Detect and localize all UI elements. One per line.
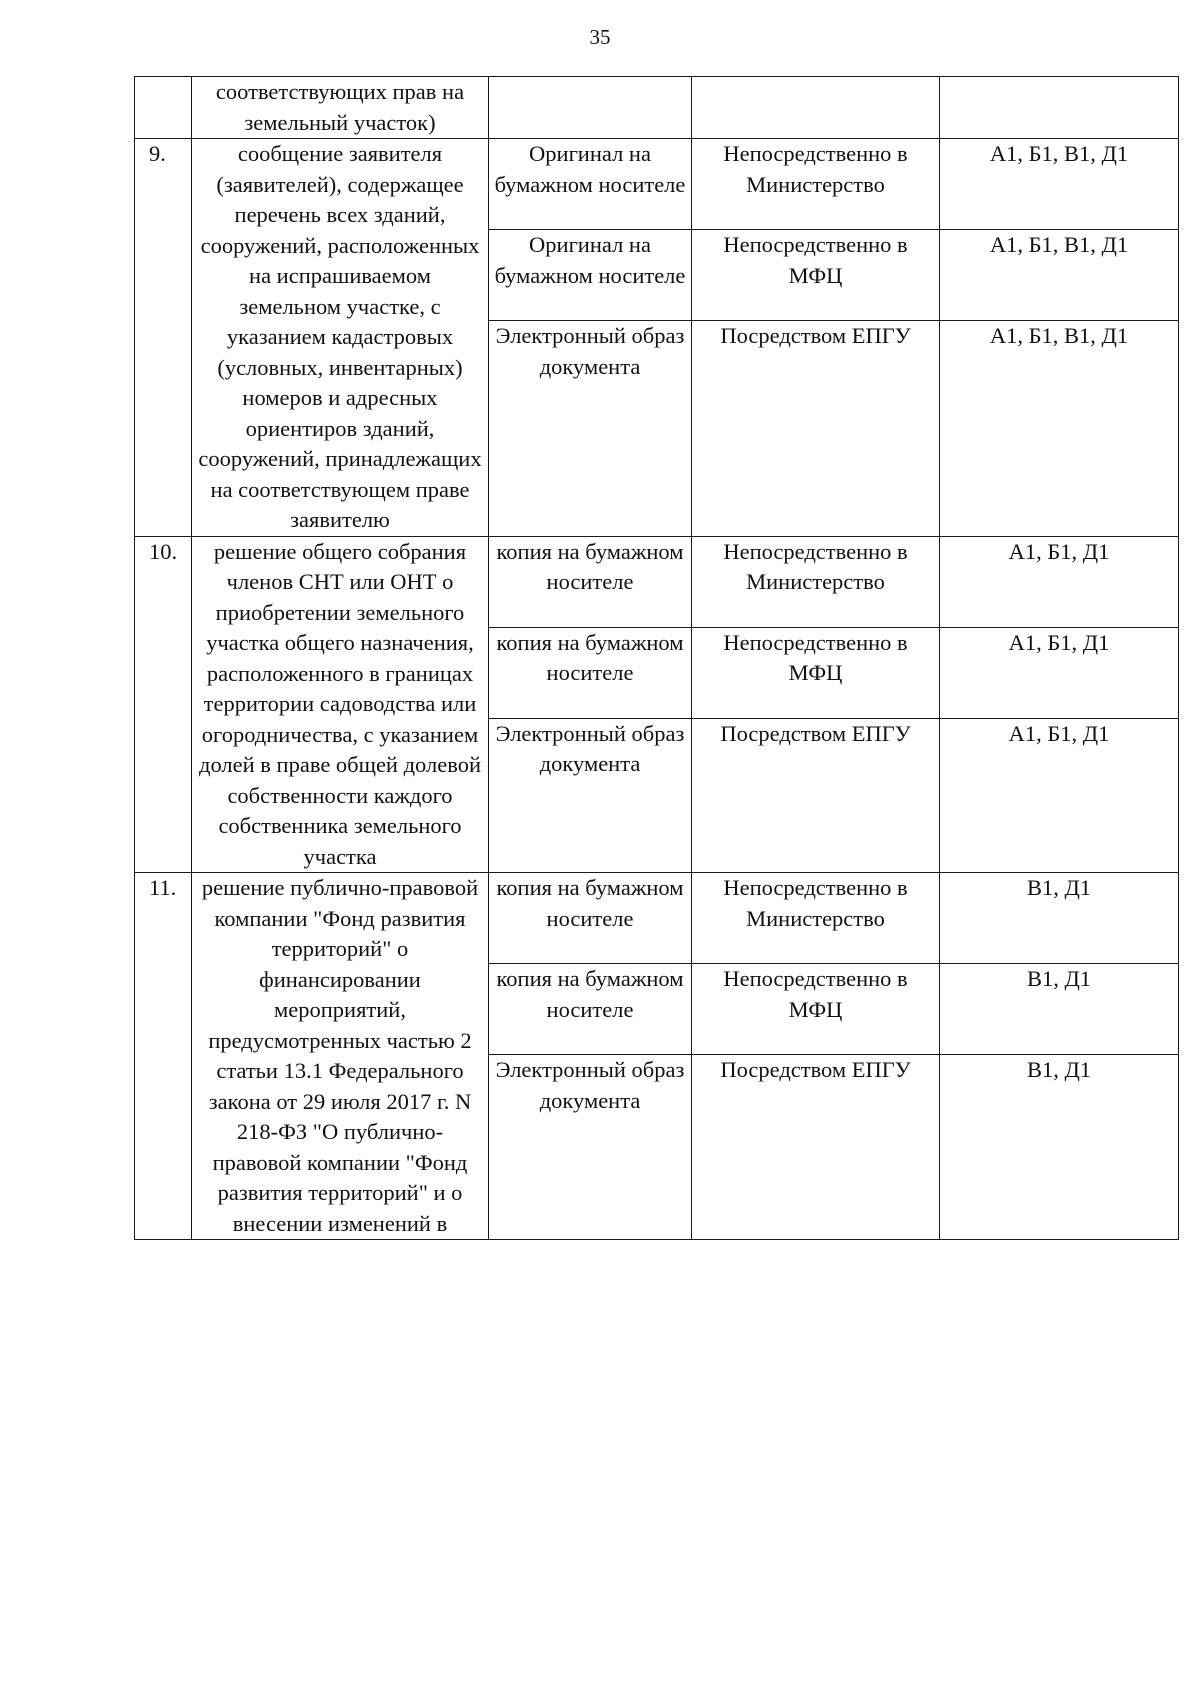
submission-form: Электронный образ документа xyxy=(489,718,692,873)
submission-form: копия на бумажном носителе xyxy=(489,627,692,718)
row-number xyxy=(135,77,192,139)
submission-way: Посредством ЕПГУ xyxy=(692,1055,940,1240)
row-number: 9. xyxy=(135,139,192,537)
applicant-categories: В1, Д1 xyxy=(940,1055,1179,1240)
submission-way: Посредством ЕПГУ xyxy=(692,321,940,537)
submission-form: Электронный образ документа xyxy=(489,321,692,537)
submission-way xyxy=(692,77,940,139)
applicant-categories: А1, Б1, В1, Д1 xyxy=(940,230,1179,321)
table-row xyxy=(135,139,1179,230)
submission-way: Непосредственно в Министерство xyxy=(692,873,940,964)
submission-form: копия на бумажном носителе xyxy=(489,964,692,1055)
submission-form xyxy=(489,77,692,139)
applicant-categories: А1, Б1, Д1 xyxy=(940,627,1179,718)
documents-table xyxy=(134,76,1179,1240)
page-number: 35 xyxy=(589,25,611,49)
table-row xyxy=(135,536,1179,627)
table-row-continuation xyxy=(135,77,1179,139)
submission-form: Оригинал на бумажном носителе xyxy=(489,230,692,321)
submission-way: Непосредственно в Министерство xyxy=(692,139,940,230)
submission-form: Оригинал на бумажном носителе xyxy=(489,139,692,230)
applicant-categories: В1, Д1 xyxy=(940,964,1179,1055)
row-number: 11. xyxy=(135,873,192,1240)
document-name: сообщение заявителя (заявителей), содержащее перечень всех зданий, сооружений, расположенных на испрашиваемом земельном участке, с указанием кадастровых (условных, инвентарных) номеров и адресных ориентиров зданий, сооружений, принадлежащих на соответствующем праве заявителю xyxy=(192,139,489,537)
table-row xyxy=(135,873,1179,964)
submission-way: Непосредственно в МФЦ xyxy=(692,230,940,321)
submission-way: Непосредственно в МФЦ xyxy=(692,964,940,1055)
row-number: 10. xyxy=(135,536,192,873)
applicant-categories: А1, Б1, Д1 xyxy=(940,536,1179,627)
submission-way: Посредством ЕПГУ xyxy=(692,718,940,873)
applicant-categories: А1, Б1, Д1 xyxy=(940,718,1179,873)
document-name: решение общего собрания членов СНТ или ОНТ о приобретении земельного участка общего назначения, расположенного в границах территории садоводства или огородничества, с указанием долей в праве общей долевой собственности каждого собственника земельного участка xyxy=(192,536,489,873)
applicant-categories: А1, Б1, В1, Д1 xyxy=(940,321,1179,537)
document-name: соответствующих прав на земельный участок) xyxy=(192,77,489,139)
applicant-categories: В1, Д1 xyxy=(940,873,1179,964)
applicant-categories xyxy=(940,77,1179,139)
document-name: решение публично-правовой компании "Фонд развития территорий" о финансировании мероприятий, предусмотренных частью 2 статьи 13.1 Федерального закона от 29 июля 2017 г. N 218-ФЗ "О публично-правовой компании "Фонд развития территорий" и о внесении изменений в xyxy=(192,873,489,1240)
submission-form: Электронный образ документа xyxy=(489,1055,692,1240)
submission-way: Непосредственно в Министерство xyxy=(692,536,940,627)
submission-form: копия на бумажном носителе xyxy=(489,873,692,964)
submission-way: Непосредственно в МФЦ xyxy=(692,627,940,718)
applicant-categories: А1, Б1, В1, Д1 xyxy=(940,139,1179,230)
submission-form: копия на бумажном носителе xyxy=(489,536,692,627)
